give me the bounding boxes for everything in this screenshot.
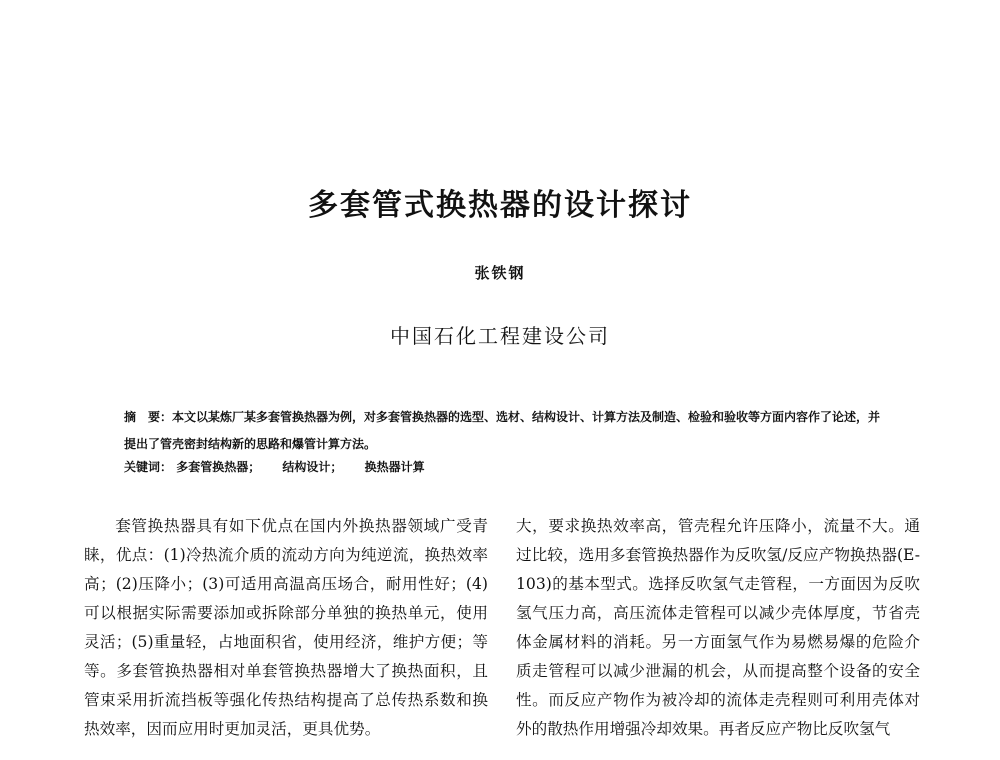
keywords-label: 关键词： <box>124 460 173 474</box>
abstract <box>124 404 892 458</box>
body-paragraph: 套管换热器具有如下优点在国内外换热器领域广受青睐，优点：(1)冷热流介质的流动方向为纯逆流，换热效率高；(2)压降小；(3)可适用高温高压场合，耐用性好；(4)可以根据实际需要添加或拆除部分单独的换热单元，使用灵活；(5)重量轻，占地面积省，使用经济，维护方便；等等。多套管换热器相对单套管换热器增大了换热面积，且管束采用折流挡板等强化传热结构提高了总传热系数和换热效率，因而应用时更加灵活，更具优势。 <box>84 517 488 738</box>
author-affiliation: 中国石化工程建设公司 <box>390 324 610 348</box>
keyword-item: 多套管换热器； <box>176 460 261 474</box>
abstract-text: 本文以某炼厂某多套管换热器为例，对多套管换热器的选型、选材、结构设计、计算方法及制造、检验和验收等方面内容作了论述，并提出了管壳密封结构新的思路和爆管计算方法。 <box>124 410 881 451</box>
keyword-item: 换热器计算 <box>364 460 425 474</box>
body-right-column <box>516 512 920 744</box>
keyword-item: 结构设计； <box>282 460 343 474</box>
author-name: 张铁钢 <box>474 264 526 282</box>
body-paragraph: 大，要求换热效率高，管壳程允许压降小，流量不大。通过比较，选用多套管换热器作为反吹氢/反应产物换热器(E-103)的基本型式。选择反吹氢气走管程，一方面因为反吹氢气压力高，高压流体走管程可以减少壳体厚度，节省壳体金属材料的消耗。另一方面氢气作为易燃易爆的危险介质走管程可以减少泄漏的机会，从而提高整个设备的安全性。而反应产物作为被冷却的流体走壳程则可利用壳体对外的散热作用增强冷却效果。再者反应产物比反吹氢气 <box>516 517 920 738</box>
keywords <box>124 458 892 475</box>
body-left-column <box>84 512 488 744</box>
abstract-label: 摘 要： <box>124 410 173 424</box>
paper-title: 多套管式换热器的设计探讨 <box>308 188 692 223</box>
